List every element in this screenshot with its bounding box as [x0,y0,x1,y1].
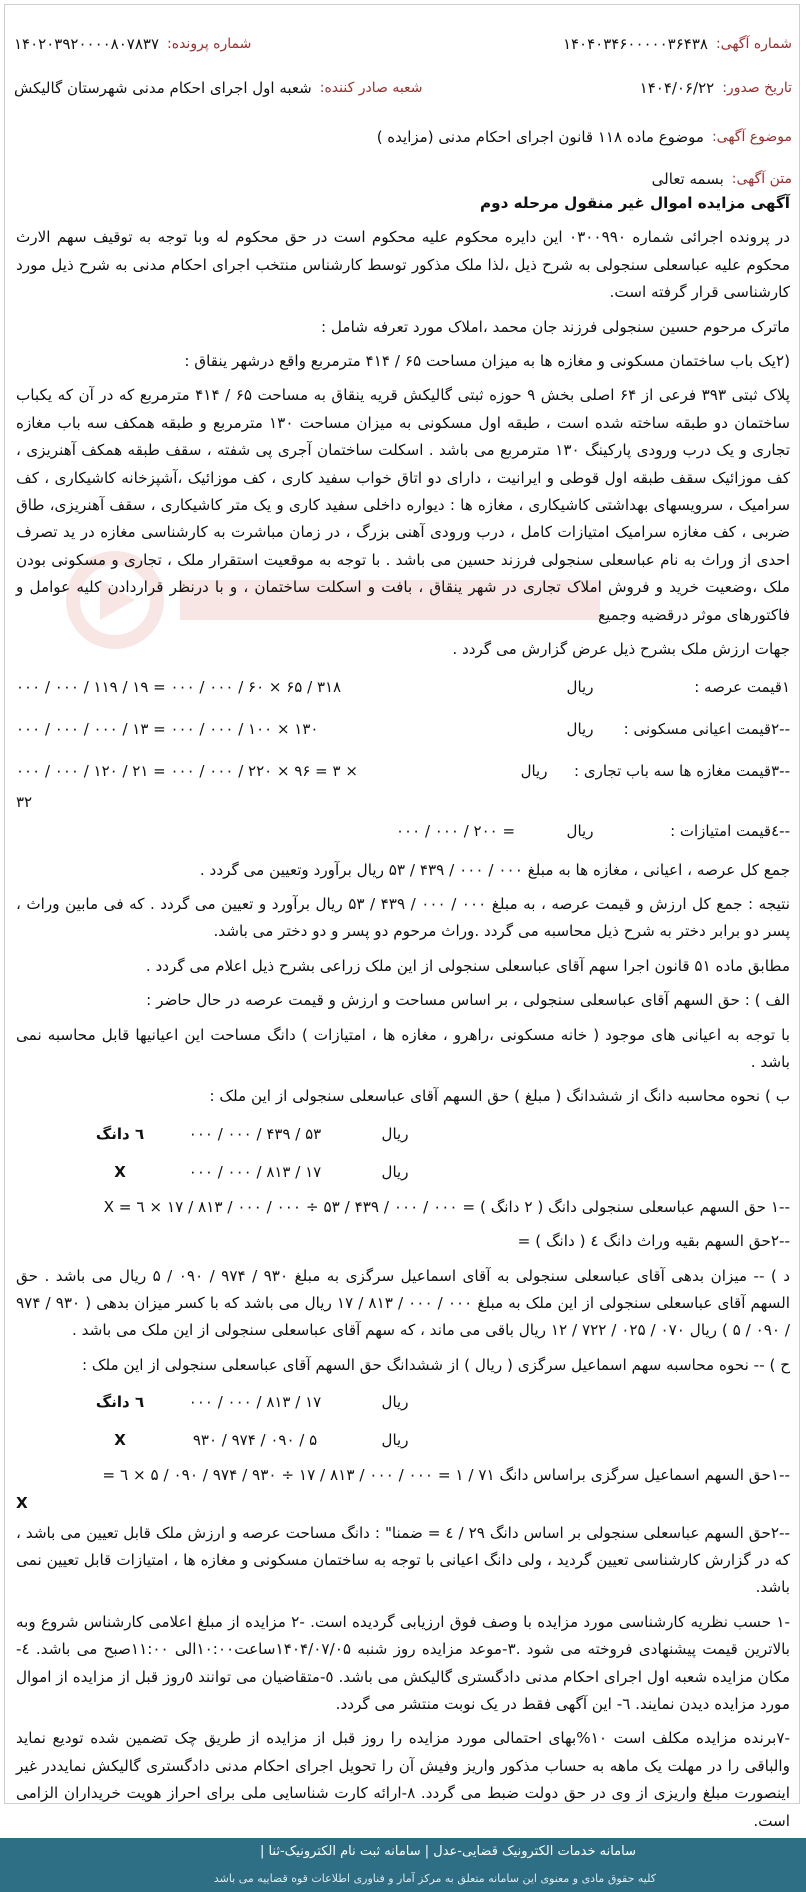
footer-copyright: کلیه حقوق مادی و معنوی این سامانه متعلق به مرکز آمار و فناوری اطلاعات قوه قضاییه می باشد [213,1872,656,1885]
calc-row [16,815,790,849]
case-number-label: شماره پرونده: [167,36,252,52]
notice-title: آگهی مزایده اموال غیر منقول مرحله دوم [480,194,790,212]
issue-date-label: تاریخ صدور: [722,80,792,96]
paragraph: جمع کل عرصه ، اعیانی ، مغازه ها به مبلغ ۰۰۰ / ۰۰۰ / ۴۳۹ / ۵۳ ریال برآورد وتعیین می گردد . [199,860,790,879]
calc-unit: ریال [566,677,594,696]
share-tail: X [114,1163,126,1182]
share-value: ۰۰۰ / ۰۰۰ / ۴۳۹ / ۵۳ [188,1125,322,1144]
calc-label: --۳قیمت مغازه ها سه باب تجاری : [574,761,790,780]
issuer [14,79,423,97]
calc-label: --۲قیمت اعیانی مسکونی : [623,719,790,738]
calc-row [16,671,790,705]
footer-bar [0,1838,806,1892]
issue-date [640,79,792,97]
paragraph: با توجه به اعیانی های موجود ( خانه مسکونی ،راهرو ، مغازه ها ، امتیازات ) دانگ مساحت این اعیانیها قابل محاسبه نمی باشد . [16,1025,790,1071]
issuer-value: شعبه اول اجرای احکام مدنی شهرستان گالیکش [14,79,312,97]
paragraph: ماترک مرحوم حسین سنجولی فرزند جان محمد ،املاک مورد تعرفه شامل : [320,317,790,336]
subject-value: موضوع ماده ۱۱۸ قانون اجرای احکام مدنی (مزایده ) [376,128,704,146]
ad-number-value: ۱۴۰۴۰۳۴۶۰۰۰۰۰۳۶۴۳۸ [562,35,708,53]
share-value: ۰۰۰ / ۰۰۰ / ۸۱۳ / ۱۷ [188,1163,322,1182]
text-value: بسمه تعالی [651,170,724,188]
calc-unit: ریال [566,719,594,738]
share-row [16,1386,790,1420]
header [14,22,792,110]
formula-tail: X [16,1493,28,1512]
paragraph: --۱ حق السهم عباسعلی سنجولی دانگ ( ۲ دانگ ) = ۰۰۰ / ۰۰۰ / ۴۳۹ / ۵۳ ÷ ۰۰۰ / ۰۰۰ / ۸۱۳ / ۱۷ × ٦ = X [103,1197,790,1216]
share-tail: X [114,1431,126,1450]
calc-label: --٤قیمت امتیازات : [670,821,790,840]
calc-label: ۱قیمت عرصه : [694,677,790,696]
share-value: ۹۳۰ / ۹۷۴ / ۰۹۰ / ۵ [192,1431,318,1450]
share-row [16,1424,790,1458]
calc-value: ۰۰۰ / ۰۰۰ / ۱۱۹ / ۱۹ = ۰۰۰ / ۰۰۰ / ۶۰ × ۶۵ / ۳۱۸ [16,677,342,696]
subject-block [14,116,792,200]
ad-number [563,35,792,53]
calc-value: ۰۰۰ / ۰۰۰ / ۱۲۰ / ۲۱ = ۰۰۰ / ۰۰۰ / ۲۲۰ × ۹۶ = ۳ × [16,761,358,780]
issuer-label: شعبه صادر کننده: [319,80,423,96]
share-tail: ٦ دانگ [95,1393,145,1412]
paragraph-text: --۱حق السهم اسماعیل سرگزی براساس دانگ ۷۱ / ۱ = ۰۰۰ / ۰۰۰ / ۸۱۳ / ۱۷ ÷ ۹۳۰ / ۹۷۴ / ۰۹۰ / ۵ × ٦ = [102,1466,790,1485]
calc-unit: ریال [520,761,548,780]
paragraph: د ) -- میزان بدهی آقای عباسعلی سنجولی به آقای اسماعیل سرگزی به مبلغ ۹۳۰ / ۹۷۴ / ۰۹۰ / ۵ ریال می باشد . حق السهم آقای عباسعلی سنجولی از این ملک به مبلغ ۰۰۰ / ۰۰۰ / ۸۱۳ / ۱۷ ریال می باشد که با کسر میزان بدهی ( ۹۳۰ / ۹۷۴ / ۰۹۰ / ۵ ) ریال ۰۷۰ / ۰۲۵ / ۷۲۲ / ۱۲ ریال باقی می ماند ، که سهم آقای عباسعلی سنجولی از این ملک می باشد . [16,1266,790,1340]
share-unit: ریال [381,1163,409,1182]
subject-label: موضوع آگهی: [711,129,792,145]
share-tail: ٦ دانگ [95,1125,145,1144]
calc-tail: ۳۲ [16,792,33,811]
paragraph: جهات ارزش ملک بشرح ذیل عرض گزارش می گردد . [452,640,790,659]
paragraph: نتیجه : جمع کل ارزش و قیمت عرصه ، به مبلغ ۰۰۰ / ۰۰۰ / ۴۳۹ / ۵۳ ریال برآورد و تعیین می گردد . که فی مابین وراث ، پسر دو برابر دختر به شرح ذیل محاسبه می گردد .وراث مرحوم دو پسر و دو دختر می باشد. [16,894,790,941]
calc-value: ۰۰۰ / ۰۰۰ / ۲۰۰ = [396,821,516,840]
share-row [16,1118,790,1152]
paragraph [16,1462,790,1489]
calc-row [16,713,790,747]
paragraph: -۱ حسب نظریه کارشناسی مورد مزایده با وصف فوق ارزیابی گردیده است. -۲ مزایده از مبلغ اعلامی کارشناس شروع وبه بالاترین قیمت پیشنهادی فروخته می شود .۳-موعد مزایده روز شنبه ۱۴۰۴/۰۷/۰۵ساعت۱۰:۰۰الی ۱۱:۰۰صبح می باشد. ٤-مکان مزایده شعبه اول اجرای احکام مدنی دادگستری گالیکش می باشد. ٥-متقاضیان می توانند ٥روز قبل از مزایده از اموال مورد مزایده دیدن نمایند. ٦- این آگهی فقط در یک نوبت منتشر می گردد. [16,1612,791,1714]
paragraph: (۲یک باب ساختمان مسکونی و مغازه ها به میزان مساحت ۶۵ / ۴۱۴ مترمربع واقع درشهر ینقاق : [184,352,790,371]
calc-row [16,755,790,789]
paragraph: --۲حق السهم بقیه وراث دانگ ٤ ( دانگ ) = [517,1232,790,1251]
share-unit: ریال [381,1393,409,1412]
share-value: ۰۰۰ / ۰۰۰ / ۸۱۳ / ۱۷ [188,1393,322,1412]
calc-unit: ریال [566,821,594,840]
text-label: متن آگهی: [731,171,792,187]
paragraph: -۷برنده مزایده مکلف است ۱۰%بهای احتمالی مورد مزایده را روز قبل از مزایده از طریق چک تضمین شده تودیع نماید والباقی را در مهلت یک ماهه به حساب مذکور واریز وفیش آن را تحویل اجرای احکام مدنی دادگستری گالیکش نمایددر غیر اینصورت مبلغ واریزی از وی در حق دولت ضبط می گردد. ۸-ارائه کارت شناسایی ملی برای احراز هویت خریداران الزامی است. [16,1729,790,1830]
ad-number-label: شماره آگهی: [715,36,792,52]
property-description: پلاک ثبتی ۳۹۳ فرعی از ۶۴ اصلی بخش ۹ حوزه ثبتی گالیکش قریه ینقاق به مساحت ۶۵ / ۴۱۴ مترمربع که در آن که یکباب ساختمان دو طبقه ساخته شده است ، طبقه اول مسکونی به میزان مساحت ۱۳۰ مترمربع و طبقه همکف سه باب مغازه تجاری و یک درب ورودی پارکینگ ۱۳۰ مترمربع می باشد . اسکلت ساختمان آجری پی شفته ، سقف طبقه همکف آهنریزی ، کف موزائیک سقف طبقه اول قوطی و ایرانیت ، دارای دو اتاق خواب سفید کاری ، کف موزائیک ،آشپزخانه کاشیکاری ، کف سرامیک ، سرویسهای بهداشتی کاشیکاری ، مغازه ها : دیواره داخلی سفید کاری و یک متر کاشیکاری ، سقف آهنریزی، طاق ضربی ، کف مغازه سرامیک امتیازات کامل ، درب ورودی آهنی بزرگ ، در زمان مباشرت به کارشناسی مغازه در ید تصرف احدی از وراث به نام عباسعلی سنجولی فرزند حسین می باشد . با توجه به موقعیت استقرار ملک ، تجاری و مسکونی بودن ملک ،وضعیت خرید و فروش املاک تجاری در شهر ینقاق ، بافت و اسکلت ساختمان ، و با درنظر قراردادن کلیه عوامل و فاکتورهای موثر درقضیه وجمیع [16,386,791,624]
paragraph: ح ) -- نحوه محاسبه سهم اسماعیل سرگزی ( ریال ) از ششدانگ حق السهم آقای عباسعلی سنجولی از این ملک : [81,1355,790,1374]
footer-links[interactable]: سامانه خدمات الکترونیک قضایی-عدل | سامانه ثبت نام الکترونیک-ثنا | [259,1844,636,1859]
calc-value: ۰۰۰ / ۰۰۰ / ۰۰۰ / ۱۳ = ۰۰۰ / ۰۰۰ / ۱۰۰ × ۱۳۰ [16,719,319,738]
paragraph: الف ) : حق السهم آقای عباسعلی سنجولی ، بر اساس مساحت و ارزش و قیمت عرصه در حال حاضر : [146,991,790,1010]
issue-date-value: ۱۴۰۴/۰۶/۲۲ [639,79,715,97]
share-unit: ریال [381,1125,409,1144]
paragraph: در پرونده اجرائی شماره ۰۳۰۰۹۹۰ این دایره محکوم علیه محکوم است در حق محکوم له وبا توجه به توقیف سهم الارث محکوم علیه عباسعلی سنجولی به شرح ذیل ،لذا ملک مذکور توسط کارشناس منتخب اجرای احکام مدنی به شرح ذیل مورد کارشناسی قرار گرفته است. [16,228,791,302]
case-number-value: ۱۴۰۲۰۳۹۲۰۰۰۰۸۰۷۸۳۷ [14,35,160,53]
notice-body [16,190,790,1842]
paragraph: ب ) نحوه محاسبه دانگ از ششدانگ ( مبلغ ) حق السهم آقای عباسعلی سنجولی از این ملک : [209,1087,790,1106]
share-unit: ریال [381,1431,409,1450]
paragraph: --۲حق السهم عباسعلی سنجولی بر اساس دانگ ۲۹ / ٤ = ضمنا" : دانگ مساحت عرصه و ارزش ملک قابل تعیین می باشد ، که در گزارش کارشناسی تعیین گردید ، ولی دانگ اعیانی با توجه به ساختمان مسکونی و مغازه ها ، امتیازات قابل تعیین نمی باشد. [16,1523,790,1597]
case-number [14,35,251,53]
share-row [16,1156,790,1190]
paragraph: مطابق ماده ۵۱ قانون اجرا سهم آقای عباسعلی سنجولی از این ملک زراعی بشرح ذیل اعلام می گردد . [145,956,790,975]
